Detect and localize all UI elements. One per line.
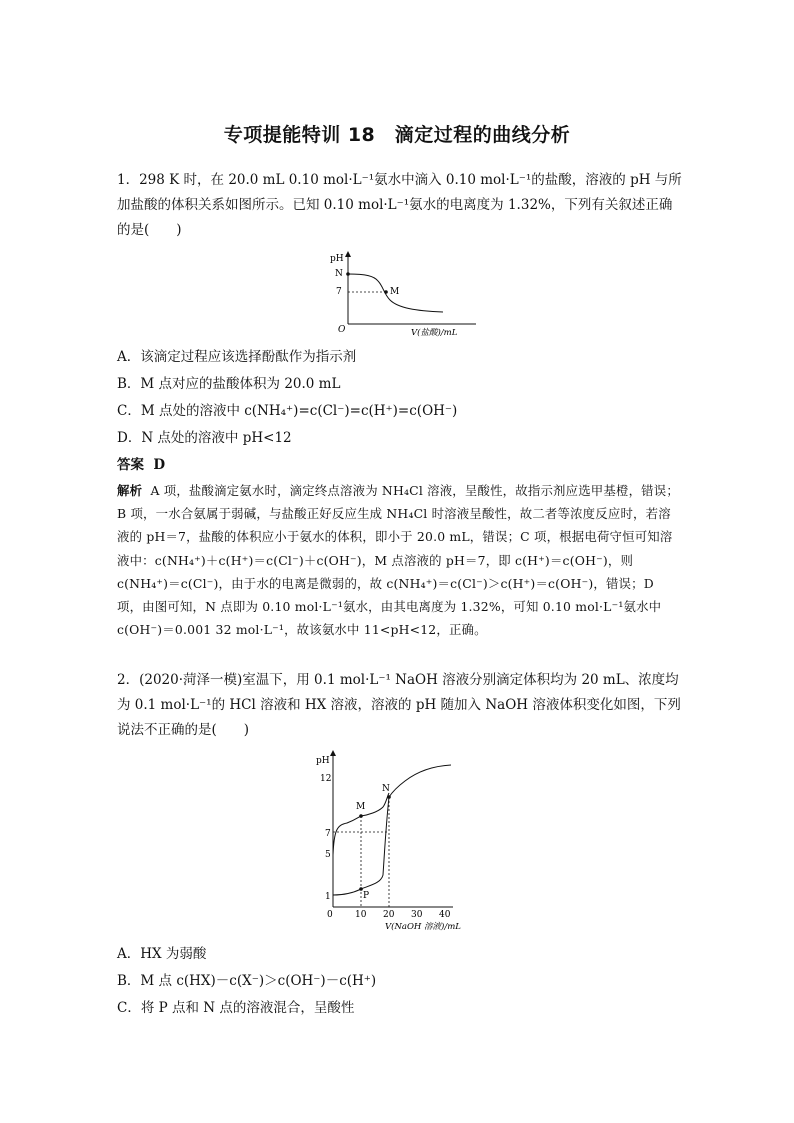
q1-y-label: pH (330, 254, 344, 264)
q2-option-a: A．HX 为弱酸 (117, 946, 207, 962)
q2-point-N-label: N (382, 784, 390, 794)
q2-y-tick-5: 5 (325, 850, 331, 860)
q2-hcl-curve (333, 765, 451, 895)
q1-tick-7: 7 (336, 287, 342, 297)
q1-analysis (117, 479, 683, 641)
q1-origin: O (338, 325, 346, 335)
q1-option-a: A．该滴定过程应该选择酚酞作为指示剂 (117, 349, 357, 365)
q1-figure (326, 246, 486, 338)
q1-option-d: D．N 点处的溶液中 pH<12 (117, 430, 292, 446)
q2-y-tick-7: 7 (325, 829, 331, 839)
q2-x-label: V(NaOH 溶液)/mL (385, 922, 461, 932)
q1-x-label: V(盐酸)/mL (411, 328, 458, 338)
q2-origin: 0 (327, 910, 333, 920)
q2-y-tick-1: 1 (325, 892, 331, 902)
q2-stem: 2．(2020·菏泽一模)室温下，用 0.1 mol·L⁻¹ NaOH 溶液分别滴定体积均为 20 mL、浓度均为 0.1 mol·L⁻¹的 HCl 溶液和 HX 溶液，溶液的 pH 随加入 NaOH 溶液体积变化如图，下列说法不正确的是( ) (117, 672, 681, 738)
q2-x-tick-40: 40 (439, 910, 451, 920)
q1-point-N-label: N (335, 269, 343, 279)
q2-point-M-label: M (356, 802, 366, 812)
q2-x-tick-30: 30 (411, 910, 423, 920)
q2-y-tick-12: 12 (320, 774, 332, 784)
q2-y-label: pH (316, 756, 330, 766)
q1-analysis-text: A 项，盐酸滴定氨水时，滴定终点溶液为 NH₄Cl 溶液，呈酸性，故指示剂应选甲基橙，错误；B 项，一水合氨属于弱碱，与盐酸正好反应生成 NH₄Cl 时溶液呈酸性，故二者等浓度反应时，若溶液的 pH＝7，盐酸的体积应小于氨水的体积，即小于 20.0 mL，错误；C 项，根据电荷守恒可知溶液中：c(NH₄⁺)＋c(H⁺)＝c(Cl⁻)＋c(OH⁻)，M 点溶液的 pH＝7，即 c(H⁺)＝c(OH⁻)，则 c(NH₄⁺)＝c(Cl⁻)，由于水的电离是微弱的，故 c(NH₄⁺)＝c(Cl⁻)＞c(H⁺)＝c(OH⁻)，错误；D 项，由图可知，N 点即为 0.10 mol·L⁻¹氨水，由其电离度为 1.32%，可知 0.10 mol·L⁻¹氨水中 c(OH⁻)＝0.001 32 mol·L⁻¹，故该氨水中 11<pH<12，正确。 (117, 483, 679, 638)
q1-option-c: C．M 点处的溶液中 c(NH₄⁺)=c(Cl⁻)=c(H⁺)=c(OH⁻) (117, 403, 458, 419)
q1-option-b: B．M 点对应的盐酸体积为 20.0 mL (117, 376, 341, 392)
q1-answer-label: 答案 (117, 457, 144, 473)
q2-option-c: C．将 P 点和 N 点的溶液混合，呈酸性 (117, 1000, 355, 1016)
q2-x-tick-20: 20 (383, 910, 395, 920)
q1-point-M-label: M (390, 287, 400, 297)
page-title: 专项提能特训 18 滴定过程的曲线分析 (223, 124, 571, 146)
q1-answer (117, 453, 165, 473)
q1-stem: 1．298 K 时，在 20.0 mL 0.10 mol·L⁻¹氨水中滴入 0.10 mol·L⁻¹的盐酸，溶液的 pH 与所加盐酸的体积关系如图所示。已知 0.10 mol·L⁻¹氨水的电离度为 1.32%，下列有关叙述正确的是( ) (117, 172, 682, 238)
q1-point-M (384, 290, 388, 294)
q1-analysis-label: 解析 (117, 483, 143, 498)
q2-option-b: B．M 点 c(HX)－c(X⁻)＞c(OH⁻)－c(H⁺) (117, 973, 377, 989)
q1-point-N (346, 272, 350, 276)
q2-figure (313, 745, 483, 935)
q2-point-M (359, 814, 363, 818)
q2-x-tick-10: 10 (355, 910, 367, 920)
q2-point-P-label: P (363, 891, 370, 901)
q2-point-N (387, 795, 391, 799)
q1-answer-value: D (153, 457, 166, 473)
